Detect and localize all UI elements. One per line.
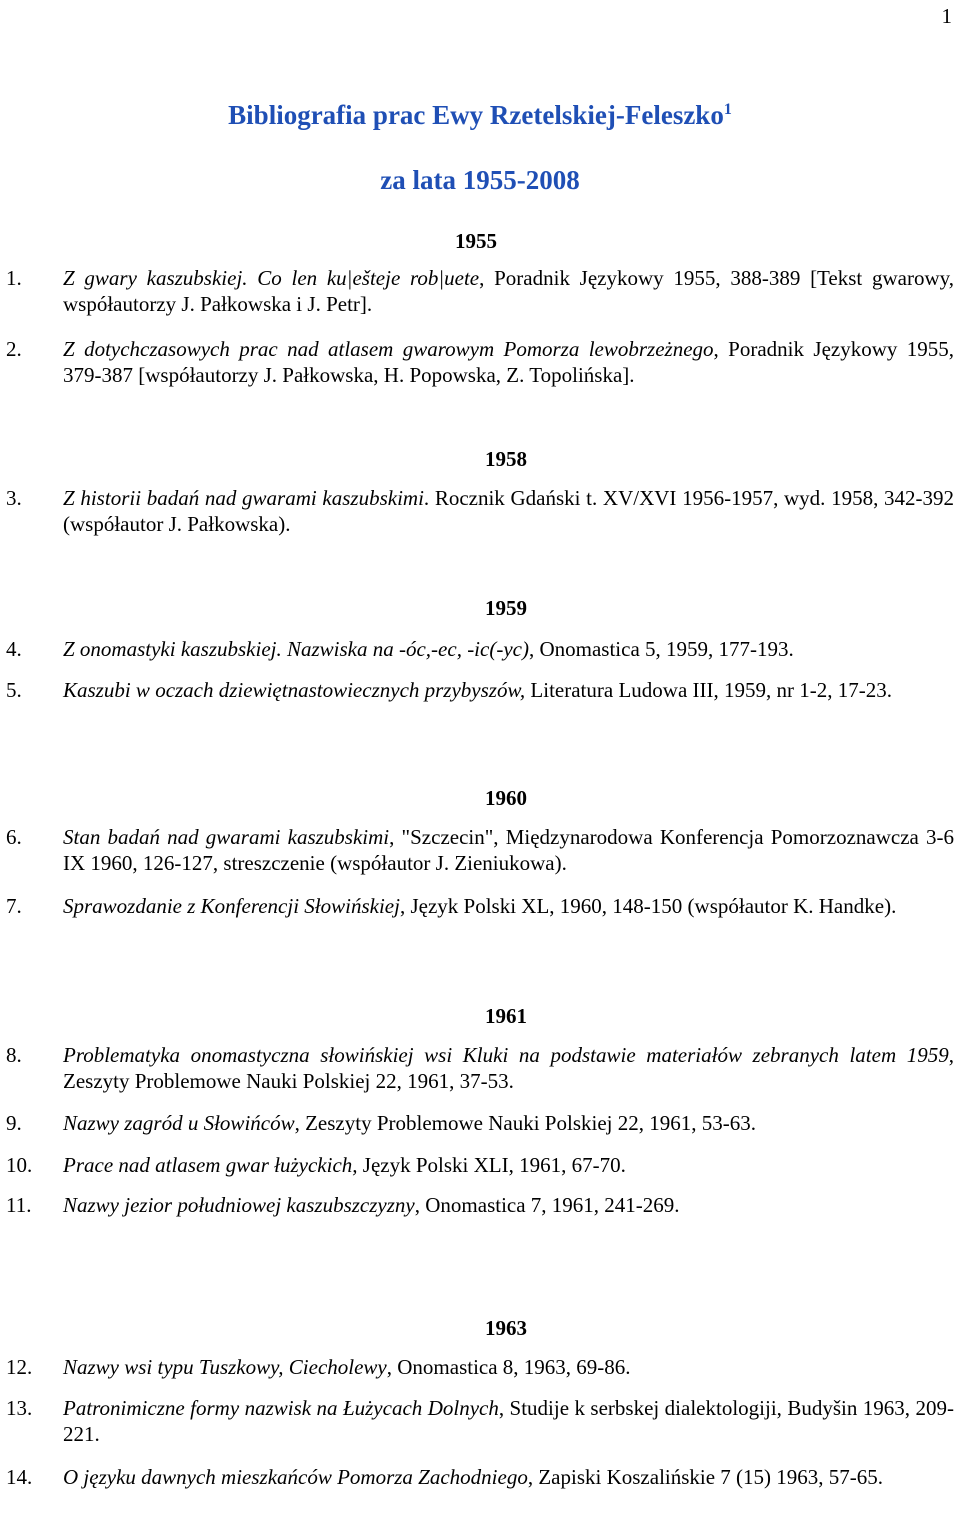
- bibliography-entry-11: [6, 1192, 954, 1218]
- entry-details: , Zeszyty Problemowe Nauki Polskiej 22, 1961, 37-53.: [63, 1043, 954, 1093]
- bibliography-entry-2: [6, 336, 954, 388]
- entry-title: O języku dawnych mieszkańców Pomorza Zachodniego: [63, 1465, 528, 1489]
- entry-details: , Studije k serbskej dialektologiji, Budyšin 1963, 209-221.: [63, 1396, 954, 1446]
- entry-number: 3.: [6, 486, 22, 510]
- bibliography-entry-10: [6, 1152, 954, 1178]
- year-heading-1959: 1959: [485, 596, 527, 620]
- entry-number: 6.: [6, 825, 22, 849]
- year-heading-1961: 1961: [485, 1004, 527, 1028]
- entry-title: Z historii badań nad gwarami kaszubskimi: [63, 486, 424, 510]
- entry-details: Literatura Ludowa III, 1959, nr 1-2, 17-23.: [525, 678, 892, 702]
- entry-number: 14.: [6, 1465, 33, 1489]
- entry-title: Z onomastyki kaszubskiej. Nazwiska na -óc,-ec, -ic(-yc): [63, 637, 529, 661]
- entry-number: 8.: [6, 1043, 22, 1067]
- title-text: Bibliografia prac Ewy Rzetelskiej-Feleszko: [228, 100, 724, 130]
- entry-title: Patronimiczne formy nazwisk na Łużycach Dolnych: [63, 1396, 499, 1420]
- entry-number: 10.: [6, 1153, 33, 1177]
- footnote-marker: 1: [723, 101, 732, 118]
- entry-details: , Zapiski Koszalińskie 7 (15) 1963, 57-65.: [527, 1465, 884, 1489]
- entry-details: . Rocznik Gdański t. XV/XVI 1956-1957, wyd. 1958, 342-392 (współautor J. Pałkowska).: [63, 486, 954, 536]
- entry-number: 1.: [6, 266, 22, 290]
- entry-number: 4.: [6, 637, 22, 661]
- entry-number: 11.: [6, 1193, 32, 1217]
- entry-number: 5.: [6, 678, 22, 702]
- bibliography-entry-1: [6, 265, 954, 317]
- bibliography-entry-6: [6, 824, 954, 876]
- bibliography-entry-5: [6, 677, 954, 703]
- entry-details: , Onomastica 5, 1959, 177-193.: [528, 637, 794, 661]
- entry-number: 13.: [6, 1396, 33, 1420]
- entry-details: , Poradnik Językowy 1955, 379-387 [współautorzy J. Pałkowska, H. Popowska, Z. Topolińska].: [63, 337, 955, 387]
- entry-details: , Poradnik Językowy 1955, 388-389 [Tekst gwarowy, współautorzy J. Pałkowska i J. Petr].: [63, 266, 955, 316]
- bibliography-entry-7: [6, 893, 954, 919]
- entry-details: , Onomastica 8, 1963, 69-86.: [386, 1355, 631, 1379]
- entry-number: 9.: [6, 1111, 22, 1135]
- year-heading-1960: 1960: [485, 786, 527, 810]
- entry-title: Stan badań nad gwarami kaszubskimi: [63, 825, 390, 849]
- page-number: 1: [941, 4, 952, 28]
- bibliography-entry-12: [6, 1354, 954, 1380]
- entry-title: Nazwy zagród u Słowińców: [63, 1111, 295, 1135]
- bibliography-entry-4: [6, 636, 954, 662]
- bibliography-entry-14: [6, 1464, 954, 1490]
- year-heading-1963: 1963: [485, 1316, 527, 1340]
- document-subtitle: za lata 1955-2008: [380, 165, 580, 195]
- year-heading-1955: 1955: [455, 229, 497, 253]
- document-title: [0, 100, 960, 131]
- entry-title: Nazwy wsi typu Tuszkowy, Ciecholewy: [63, 1355, 387, 1379]
- entry-title: Z gwary kaszubskiej. Co len ku|ešteje rob|uete: [63, 266, 480, 290]
- entry-number: 2.: [6, 337, 22, 361]
- bibliography-entry-8: [6, 1042, 954, 1094]
- entry-details: , Zeszyty Problemowe Nauki Polskiej 22, 1961, 53-63.: [294, 1111, 756, 1135]
- entry-details: , Język Polski XL, 1960, 148-150 (współautor K. Handke).: [399, 894, 897, 918]
- entry-details: , "Szczecin", Międzynarodowa Konferencja Pomorzoznawcza 3-6 IX 1960, 126-127, streszczenie (współautor J. Zieniukowa).: [63, 825, 954, 875]
- entry-title: Nazwy jezior południowej kaszubszczyzny: [63, 1193, 415, 1217]
- entry-title: Sprawozdanie z Konferencji Słowińskiej: [63, 894, 400, 918]
- entry-number: 7.: [6, 894, 22, 918]
- bibliography-entry-3: [6, 485, 954, 537]
- year-heading-1958: 1958: [485, 447, 527, 471]
- entry-details: , Onomastica 7, 1961, 241-269.: [414, 1193, 680, 1217]
- entry-title: Problematyka onomastyczna słowińskiej wsi Kluki na podstawie materiałów zebranych latem 1959: [63, 1043, 949, 1067]
- entry-title: Prace nad atlasem gwar łużyckich,: [63, 1153, 358, 1177]
- entry-details: Język Polski XLI, 1961, 67-70.: [357, 1153, 626, 1177]
- entry-title: Z dotychczasowych prac nad atlasem gwarowym Pomorza lewobrzeżnego: [63, 337, 714, 361]
- bibliography-entry-13: [6, 1395, 954, 1447]
- bibliography-entry-9: [6, 1110, 954, 1136]
- entry-title: Kaszubi w oczach dziewiętnastowiecznych przybyszów,: [63, 678, 526, 702]
- entry-number: 12.: [6, 1355, 33, 1379]
